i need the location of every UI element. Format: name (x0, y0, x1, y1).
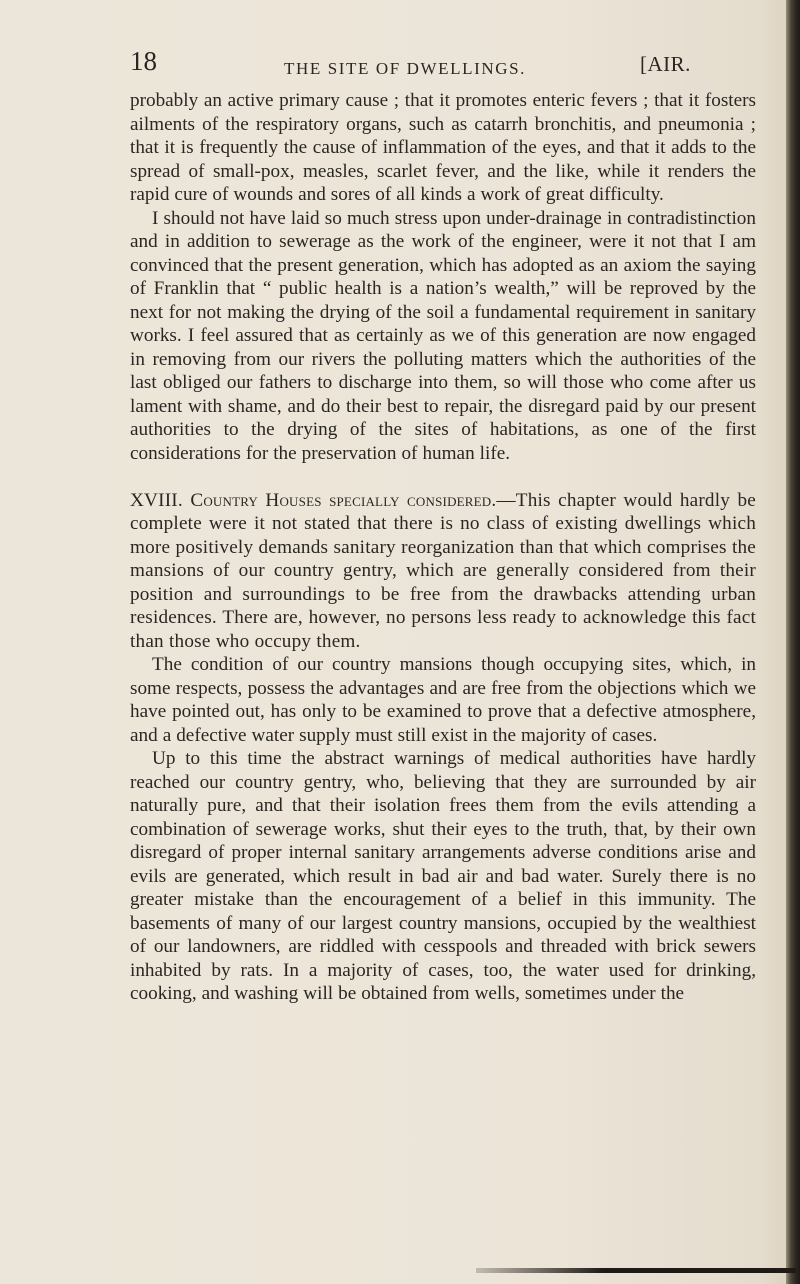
paragraph-4: The condition of our country mansions though occupying sites, which, in some respects, possess the advantages and are free from the objections which we have pointed out, has only to be examined to prove that a defective atmosphere, and a defective water supply must still exist in the majority of cases. (130, 654, 756, 746)
page-binding-edge (786, 0, 800, 1284)
section-tag: [AIR. (640, 52, 691, 76)
paragraph-2: I should not have laid so much stress upon under-drainage in contradistinction and in addition to sewerage as the work of the engineer, were it not that I am convinced that the present generation, which has adopted as an axiom the saying of Franklin that “ public health is a nation’s wealth,” will be reproved by the next for not making the drying of the soil a fundamental requirement in sanitary works. I feel assured that as certainly as we of this generation are now engaged in removing from our rivers the polluting matters which the authorities of the last obliged our fathers to discharge into them, so will those who come after us lament with shame, and do their best to repair, the disregard paid by our present authorities to the drying of the sites of habitations, as one of the first considerations for the preservation of human life. (130, 207, 756, 464)
page-number: 18 (130, 46, 157, 76)
paragraph-5: Up to this time the abstract warnings of medical authorities have hardly reached our country gentry, who, believing that they are surrounded by air naturally pure, and that their isolation frees them from the evils attending a combination of sewerage works, shut their eyes to the truth, that, by their own disregard of proper internal sanitary arrangements adverse conditions arise and evils are generated, which result in bad air and bad water. Surely there is no greater mistake than the encouragement of a belief in this immunity. The basements of many of our largest country mansions, occupied by the wealthiest of our landowners, are riddled with cesspools and threaded with brick sewers inhabited by rats. In a majority of cases, too, the water used for drinking, cooking, and washing will be obtained from wells, sometimes under the (130, 748, 756, 1004)
section-number: XVIII. (130, 489, 183, 511)
body-text (130, 89, 756, 1006)
page-header (130, 46, 770, 84)
paragraph-3 (130, 489, 756, 654)
section-title: Country Houses specially considered. (190, 489, 497, 511)
section-body: —This chapter would hardly be complete were it not stated that there is no class of existing dwellings which more positively demands sanitary reorganization than that which comprises the mansions of our country gentry, which are generally considered from their position and surroundings to be free from the drawbacks attending urban residences. There are, however, no persons less ready to acknowledge this fact than those who occupy them. (130, 489, 756, 652)
paragraph-1: probably an active primary cause ; that it promotes enteric fevers ; that it fosters ailments of the respiratory organs, such as catarrh bronchitis, and pneumonia ; that it is frequently the cause of inflammation of the eyes, and that it adds to the spread of small-pox, measles, scarlet fever, and the like, while it renders the rapid cure of wounds and sores of all kinds a work of great difficulty. (130, 90, 756, 205)
bottom-edge-rule (476, 1268, 796, 1273)
running-head: THE SITE OF DWELLINGS. (284, 59, 527, 78)
